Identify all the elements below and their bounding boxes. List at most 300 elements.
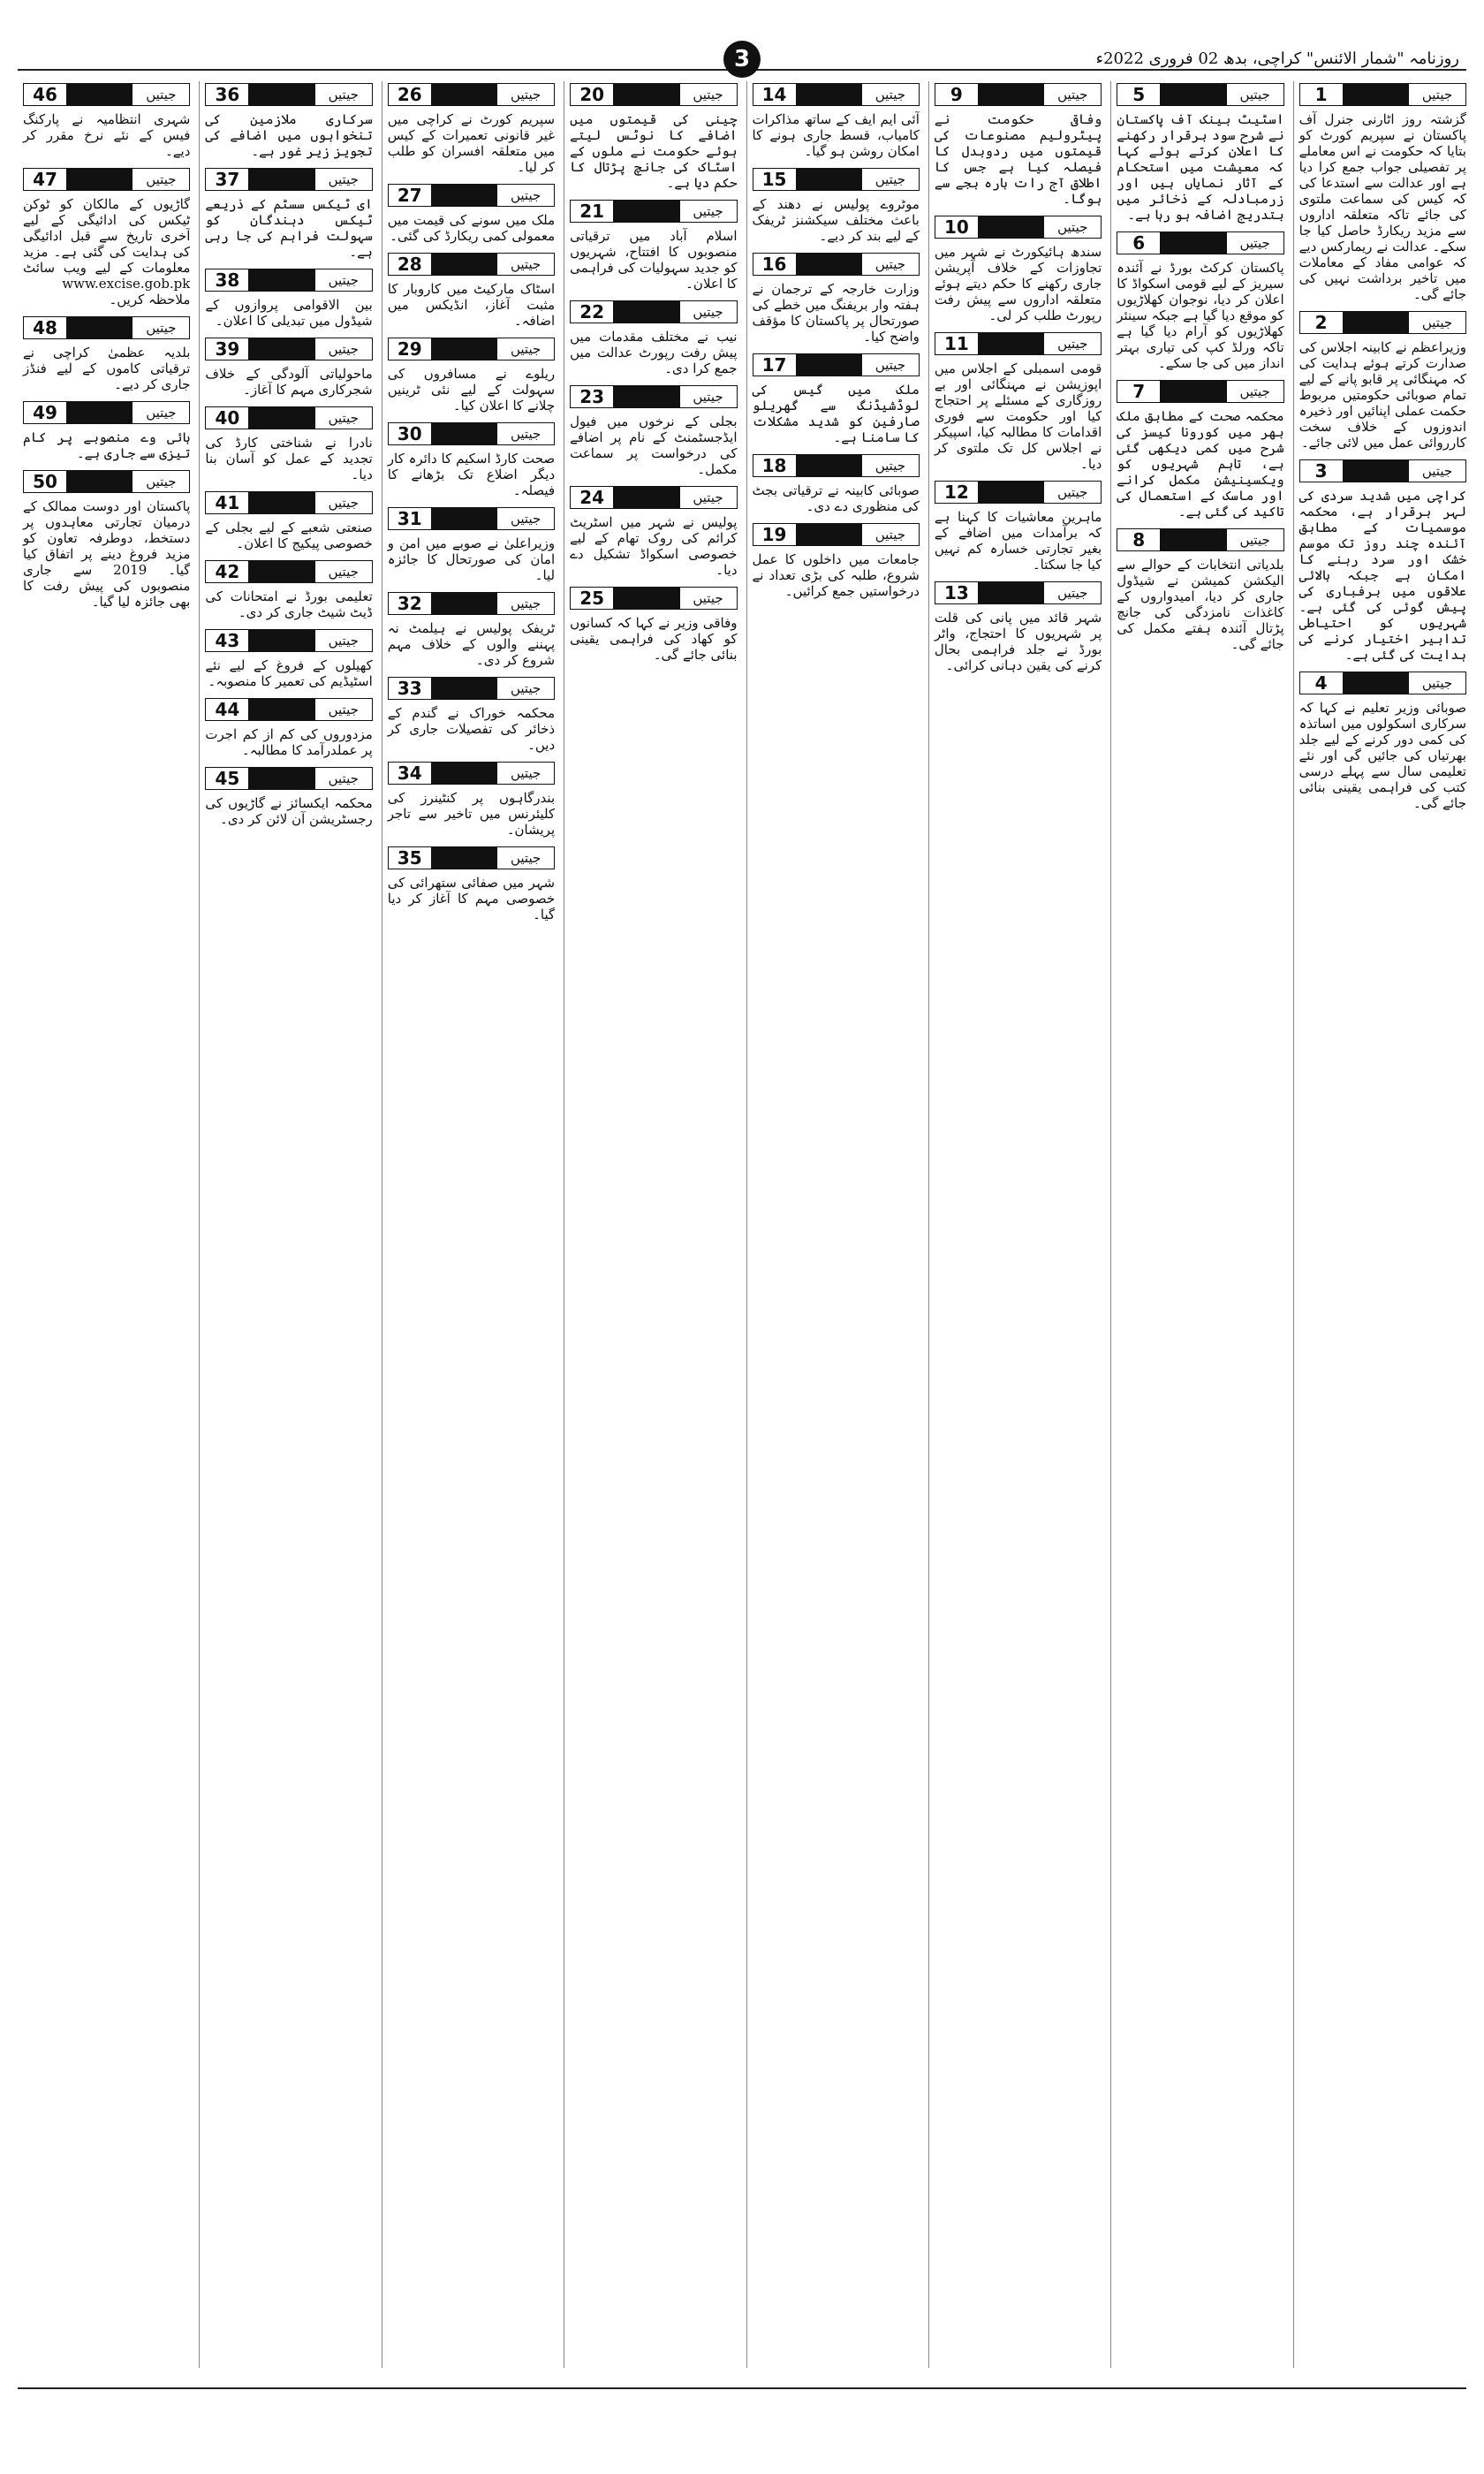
item-number: 8 [1117, 529, 1161, 550]
item-number: 40 [206, 407, 249, 429]
item-banner [205, 698, 372, 721]
banner-bar [249, 768, 314, 789]
banner-bar [432, 678, 497, 699]
news-item [388, 421, 555, 498]
footer-rule [18, 2387, 1466, 2389]
item-banner [388, 338, 555, 360]
item-text: نیب نے مختلف مقدمات میں پیش رفت رپورٹ عدالت میں جمع کرا دی۔ [570, 329, 738, 376]
news-item [388, 505, 555, 583]
item-number: 29 [389, 338, 432, 360]
news-item [388, 336, 555, 414]
item-text: کھیلوں کے فروغ کے لیے نئے اسٹیڈیم کی تعمیر کا منصوبہ۔ [205, 657, 373, 689]
column-8 [18, 81, 190, 2368]
banner-bar [1161, 84, 1226, 105]
item-banner [23, 83, 190, 106]
news-item [205, 336, 372, 398]
item-number: 48 [24, 317, 67, 338]
item-number: 45 [206, 768, 249, 789]
banner-tag: جیتیں [328, 564, 359, 580]
item-banner [570, 587, 737, 610]
news-item [1117, 527, 1283, 652]
news-item [205, 405, 372, 482]
item-number: 39 [206, 338, 249, 360]
banner-tag: جیتیں [328, 171, 359, 187]
item-banner [205, 560, 372, 583]
item-number: 43 [206, 630, 249, 651]
item-banner [570, 486, 737, 509]
news-item [388, 182, 555, 244]
banner-tag: جیتیں [693, 590, 723, 606]
banner-bar [614, 487, 679, 508]
item-banner [205, 491, 372, 514]
banner-tag: جیتیں [146, 405, 177, 421]
item-text: محکمہ خوراک نے گندم کے ذخائر کی تفصیلات جاری کر دیں۔ [387, 705, 556, 753]
banner-bar [797, 169, 862, 190]
column-4 [746, 81, 920, 2368]
item-text: اسٹاک مارکیٹ میں کاروبار کا مثبت آغاز، انڈیکس میں اضافہ۔ [387, 281, 556, 329]
banner-bar [67, 169, 132, 190]
banner-tag: جیتیں [510, 596, 541, 611]
banner-bar [249, 492, 314, 513]
item-text: تعلیمی بورڈ نے امتحانات کی ڈیٹ شیٹ جاری کر دی۔ [205, 588, 373, 620]
item-number: 50 [24, 471, 67, 492]
banner-tag: جیتیں [510, 850, 541, 866]
news-item [388, 675, 555, 753]
column-6 [382, 81, 555, 2368]
news-item [388, 251, 555, 329]
item-banner [1117, 380, 1283, 403]
item-number: 25 [571, 588, 614, 609]
banner-bar [249, 169, 314, 190]
news-item [570, 585, 737, 663]
news-item [935, 580, 1102, 673]
item-text: وزیراعظم نے کابینہ اجلاس کی صدارت کرتے ہوئے ہدایت کی کہ مہنگائی پر قابو پانے کے لیے تمام صوبائی حکومتیں مربوط حکمت عملی اپنائیں اور ذخیرہ اندوزوں کے خلاف سخت کارروائی عمل میں لائی جائے۔ [1298, 339, 1466, 451]
news-item [570, 383, 737, 477]
banner-tag: جیتیں [1057, 484, 1088, 500]
banner-bar [432, 847, 497, 869]
column-5 [564, 81, 737, 2368]
banner-tag: جیتیں [874, 357, 906, 373]
banner-bar [249, 699, 314, 720]
banner-tag: جیتیں [510, 256, 541, 272]
item-text: آئی ایم ایف کے ساتھ مذاکرات کامیاب، قسط جاری ہونے کا امکان روشن ہو گیا۔ [752, 111, 920, 159]
item-text: پاکستان کرکٹ بورڈ نے آئندہ سیریز کے لیے قومی اسکواڈ کا اعلان کر دیا، نوجوان کھلاڑیوں کو موقع دیا گیا ہے جبکہ سینئر کھلاڑیوں کو آرام دیا گیا ہے تاکہ ورلڈ کپ کی تیاری بہتر انداز میں کی جا سکے۔ [1117, 260, 1284, 371]
news-item [388, 81, 555, 175]
item-text: گاڑیوں کے مالکان کو ٹوکن ٹیکس کی ادائیگی کے لیے آخری تاریخ سے قبل ادائیگی کی ہدایت کی گئی ہے۔ مزید معلومات کے لیے ویب سائٹ www.excise.gob.pk ملاحظہ کریں۔ [23, 196, 191, 307]
news-item [205, 489, 372, 551]
item-number: 31 [389, 508, 432, 529]
item-number: 21 [571, 201, 614, 222]
item-text: سندھ ہائیکورٹ نے شہر میں تجاوزات کے خلاف آپریشن جاری رکھنے کا حکم دیتے ہوئے متعلقہ اداروں سے پیش رفت رپورٹ طلب کر لی۔ [934, 244, 1102, 323]
banner-tag: جیتیں [328, 341, 359, 357]
banner-tag: جیتیں [874, 256, 906, 272]
item-text: جامعات میں داخلوں کا عمل شروع، طلبہ کی بڑی تعداد نے درخواستیں جمع کرائیں۔ [752, 551, 920, 599]
banner-tag: جیتیں [1057, 219, 1088, 235]
item-number: 20 [571, 84, 614, 105]
news-item [753, 352, 920, 445]
banner-tag: جیتیں [510, 511, 541, 527]
banner-tag: جیتیں [510, 765, 541, 781]
banner-tag: جیتیں [328, 770, 359, 786]
item-number: 2 [1300, 312, 1344, 333]
banner-tag: جیتیں [1239, 383, 1270, 399]
banner-tag: جیتیں [146, 87, 177, 102]
item-number: 28 [389, 254, 432, 275]
item-banner [23, 470, 190, 493]
item-banner [388, 253, 555, 276]
banner-bar [249, 338, 314, 360]
banner-bar [67, 471, 132, 492]
item-text: ہائی وے منصوبے پر کام تیزی سے جاری ہے۔ [23, 429, 191, 461]
banner-bar [614, 84, 679, 105]
item-number: 32 [389, 593, 432, 614]
item-banner [753, 353, 920, 376]
news-item [935, 330, 1102, 472]
item-number: 42 [206, 561, 249, 582]
banner-bar [797, 354, 862, 376]
banner-tag: جیتیں [510, 680, 541, 696]
item-text: ریلوے نے مسافروں کی سہولت کے لیے نئی ٹرینیں چلانے کا اعلان کیا۔ [387, 366, 556, 414]
item-text: صنعتی شعبے کے لیے بجلی کے خصوصی پیکیج کا اعلان۔ [205, 520, 373, 551]
news-item [23, 468, 190, 610]
banner-bar [67, 402, 132, 423]
banner-bar [249, 630, 314, 651]
banner-bar [1344, 460, 1409, 482]
news-item [1299, 670, 1466, 811]
item-number: 36 [206, 84, 249, 105]
news-item [205, 765, 372, 827]
item-text: شہر میں صفائی ستھرائی کی خصوصی مہم کا آغاز کر دیا گیا۔ [387, 875, 556, 922]
item-number: 13 [935, 582, 979, 603]
banner-tag: جیتیں [510, 341, 541, 357]
item-number: 30 [389, 423, 432, 444]
item-banner [1299, 311, 1466, 334]
item-banner [570, 83, 737, 106]
banner-bar [1161, 232, 1226, 254]
item-text: وزارت خارجہ کے ترجمان نے ہفتہ وار بریفنگ میں خطے کی صورتحال پر پاکستان کا مؤقف واضح کیا۔ [752, 281, 920, 345]
item-number: 10 [935, 216, 979, 238]
banner-tag: جیتیں [146, 474, 177, 489]
news-item [1299, 81, 1466, 302]
item-text: شہر قائد میں پانی کی قلت پر شہریوں کا احتجاج، واٹر بورڈ نے جلد فراہمی بحال کرنے کی یقین دہانی کرائی۔ [934, 610, 1102, 673]
item-banner [205, 406, 372, 429]
item-banner [23, 401, 190, 424]
news-item [23, 315, 190, 392]
item-banner [935, 581, 1102, 604]
item-text: شہری انتظامیہ نے پارکنگ فیس کے نئے نرخ مقرر کر دیے۔ [23, 111, 191, 159]
banner-bar [614, 201, 679, 222]
news-item [23, 399, 190, 461]
item-banner [205, 767, 372, 790]
item-banner [1117, 83, 1283, 106]
news-columns [18, 81, 1466, 2368]
item-number: 16 [753, 254, 797, 275]
item-banner [753, 168, 920, 191]
banner-tag: جیتیں [874, 458, 906, 474]
news-item [205, 627, 372, 689]
item-text: گزشتہ روز اٹارنی جنرل آف پاکستان نے سپریم کورٹ کو بتایا کہ حکومت نے اس معاملے پر تفصیلی جواب جمع کرا دیا ہے اور عدالت سے استدعا کی کہ کیس کی سماعت ملتوی کی جائے تاکہ متعلقہ اداروں سے مزید ریکارڈ حاصل کیا جا سکے۔ عدالت نے ریمارکس دیے کہ عوامی مفاد کے معاملات میں تاخیر برداشت نہیں کی جائے گی۔ [1298, 111, 1466, 302]
banner-bar [432, 254, 497, 275]
news-item [23, 81, 190, 159]
banner-tag: جیتیں [874, 527, 906, 543]
item-number: 14 [753, 84, 797, 105]
banner-bar [432, 508, 497, 529]
item-banner [205, 168, 372, 191]
banner-bar [1344, 84, 1409, 105]
news-item [753, 452, 920, 514]
item-banner [388, 184, 555, 207]
banner-bar [979, 333, 1044, 354]
item-banner [570, 385, 737, 408]
banner-bar [614, 386, 679, 407]
item-number: 17 [753, 354, 797, 376]
news-item [753, 251, 920, 345]
item-text: قومی اسمبلی کے اجلاس میں اپوزیشن نے مہنگائی اور بے روزگاری کے مسئلے پر احتجاج کیا اور حکومت سے فوری اقدامات کا مطالبہ کیا، اسپیکر نے اجلاس کل تک ملتوی کر دیا۔ [934, 360, 1102, 472]
item-text: سپریم کورٹ نے کراچی میں غیر قانونی تعمیرات کے کیس میں متعلقہ افسران کو طلب کر لیا۔ [387, 111, 556, 175]
item-banner [388, 762, 555, 785]
item-number: 35 [389, 847, 432, 869]
item-number: 11 [935, 333, 979, 354]
item-number: 33 [389, 678, 432, 699]
banner-bar [979, 582, 1044, 603]
item-text: صوبائی کابینہ نے ترقیاتی بجٹ کی منظوری دے دی۔ [752, 482, 920, 514]
news-item [388, 760, 555, 838]
news-item [570, 299, 737, 376]
item-banner [1117, 231, 1283, 254]
banner-tag: جیتیں [1239, 532, 1270, 548]
item-text: وفاقی حکومت نے پیٹرولیم مصنوعات کی قیمتوں میں ردوبدل کا فیصلہ کیا ہے جس کا اطلاق آج رات بارہ بجے سے ہوگا۔ [934, 111, 1102, 207]
banner-bar [432, 423, 497, 444]
column-3 [928, 81, 1102, 2368]
item-text: نادرا نے شناختی کارڈ کی تجدید کے عمل کو آسان بنا دیا۔ [205, 435, 373, 482]
banner-bar [797, 84, 862, 105]
item-number: 44 [206, 699, 249, 720]
item-banner [205, 83, 372, 106]
news-item [205, 81, 372, 159]
item-banner [935, 83, 1102, 106]
item-text: بجلی کے نرخوں میں فیول ایڈجسٹمنٹ کے نام پر اضافے کی درخواست پر سماعت مکمل۔ [570, 414, 738, 477]
banner-bar [432, 593, 497, 614]
item-number: 9 [935, 84, 979, 105]
news-item [1117, 378, 1283, 520]
banner-tag: جیتیں [874, 87, 906, 102]
banner-tag: جیتیں [693, 304, 723, 320]
banner-bar [432, 185, 497, 206]
item-text: بین الاقوامی پروازوں کے شیڈول میں تبدیلی کا اعلان۔ [205, 297, 373, 329]
item-text: کراچی میں شدید سردی کی لہر برقرار ہے، محکمہ موسمیات کے مطابق آئندہ چند روز تک موسم خشک اور سرد رہنے کا امکان ہے جبکہ بالائی علاقوں میں برفباری کی پیش گوئی کی گئی ہے۔ شہریوں کو احتیاطی تدابیر اختیار کرنے کی ہدایت کی گئی ہے۔ [1298, 488, 1466, 663]
item-text: ملک میں گیس کی لوڈشیڈنگ سے گھریلو صارفین کو شدید مشکلات کا سامنا ہے۔ [752, 382, 920, 445]
item-text: بلدیہ عظمیٰ کراچی نے ترقیاتی کاموں کے لیے فنڈز جاری کر دیے۔ [23, 345, 191, 392]
item-text: بندرگاہوں پر کنٹینرز کی کلیئرنس میں تاخیر سے تاجر پریشان۔ [387, 790, 556, 838]
item-text: پولیس نے شہر میں اسٹریٹ کرائم کی روک تھام کے لیے خصوصی اسکواڈ تشکیل دے دیا۔ [570, 514, 738, 578]
item-text: موٹروے پولیس نے دھند کے باعث مختلف سیکشنز ٹریفک کے لیے بند کر دیے۔ [752, 196, 920, 244]
news-item [1117, 230, 1283, 371]
item-number: 34 [389, 763, 432, 784]
item-text: صحت کارڈ اسکیم کا دائرہ کار دیگر اضلاع تک بڑھانے کا فیصلہ۔ [387, 451, 556, 498]
banner-tag: جیتیں [1421, 675, 1453, 691]
item-banner [205, 338, 372, 360]
item-number: 23 [571, 386, 614, 407]
banner-bar [249, 84, 314, 105]
item-text: وفاقی وزیر نے کہا کہ کسانوں کو کھاد کی فراہمی یقینی بنائی جائے گی۔ [570, 615, 738, 663]
news-item [205, 558, 372, 620]
item-number: 49 [24, 402, 67, 423]
item-banner [205, 629, 372, 652]
item-number: 26 [389, 84, 432, 105]
item-number: 46 [24, 84, 67, 105]
item-banner [570, 300, 737, 323]
item-text: وزیراعلیٰ نے صوبے میں امن و امان کی صورتحال کا جائزہ لیا۔ [387, 535, 556, 583]
banner-bar [797, 524, 862, 545]
banner-bar [1161, 381, 1226, 402]
item-text: سرکاری ملازمین کی تنخواہوں میں اضافے کی تجویز زیر غور ہے۔ [205, 111, 373, 159]
item-text: بلدیاتی انتخابات کے حوالے سے الیکشن کمیشن نے شیڈول جاری کر دیا، امیدواروں کے کاغذات نامزدگی کی جانچ پڑتال آئندہ ہفتے مکمل کی جائے گی۔ [1117, 557, 1284, 652]
banner-bar [1161, 529, 1226, 550]
news-item [1299, 458, 1466, 663]
banner-bar [979, 216, 1044, 238]
page-number-badge: 3 [723, 41, 761, 78]
banner-bar [1344, 672, 1409, 694]
news-item [570, 484, 737, 578]
item-text: ماحولیاتی آلودگی کے خلاف شجرکاری مہم کا آغاز۔ [205, 366, 373, 398]
banner-bar [249, 269, 314, 291]
item-number: 12 [935, 482, 979, 503]
column-7 [199, 81, 372, 2368]
item-banner [753, 253, 920, 276]
banner-bar [67, 317, 132, 338]
item-banner [388, 677, 555, 700]
banner-tag: جیتیں [328, 702, 359, 717]
banner-tag: جیتیں [874, 171, 906, 187]
banner-tag: جیتیں [1421, 315, 1453, 330]
item-number: 5 [1117, 84, 1161, 105]
item-number: 22 [571, 301, 614, 323]
item-text: اسٹیٹ بینک آف پاکستان نے شرح سود برقرار رکھنے کا اعلان کرتے ہوئے کہا کہ معیشت میں استحکام کے آثار نمایاں ہیں اور زرمبادلہ کے ذخائر میں بتدریج اضافہ ہو رہا ہے۔ [1117, 111, 1284, 223]
item-text: ای ٹیکس سسٹم کے ذریعے ٹیکس دہندگان کو سہولت فراہم کی جا رہی ہے۔ [205, 196, 373, 260]
banner-tag: جیتیں [328, 410, 359, 426]
banner-tag: جیتیں [1057, 585, 1088, 601]
item-text: محکمہ صحت کے مطابق ملک بھر میں کورونا کیسز کی شرح میں کمی دیکھی گئی ہے، تاہم شہریوں کو ویکسینیشن مکمل کرانے اور ماسک کے استعمال کی تاکید کی گئی ہے۔ [1117, 408, 1284, 520]
item-banner [388, 507, 555, 530]
banner-bar [1344, 312, 1409, 333]
column-1 [1293, 81, 1466, 2368]
news-item [753, 166, 920, 244]
item-number: 27 [389, 185, 432, 206]
item-banner [1299, 459, 1466, 482]
news-item [388, 590, 555, 668]
item-banner [1117, 528, 1283, 551]
item-number: 1 [1300, 84, 1344, 105]
item-text: پاکستان اور دوست ممالک کے درمیان تجارتی معاہدوں پر دستخط، دوطرفہ تعاون کو مزید فروغ دینے پر اتفاق کیا گیا۔ 2019 سے جاری منصوبوں کی پیش رفت کا بھی جائزہ لیا گیا۔ [23, 498, 191, 610]
banner-tag: جیتیں [328, 87, 359, 102]
item-number: 15 [753, 169, 797, 190]
item-text: مزدوروں کی کم از کم اجرت پر عملدرآمد کا مطالبہ۔ [205, 726, 373, 758]
news-item [935, 81, 1102, 207]
item-banner [1299, 672, 1466, 694]
item-number: 47 [24, 169, 67, 190]
banner-tag: جیتیں [693, 203, 723, 219]
banner-bar [797, 455, 862, 476]
item-banner [753, 83, 920, 106]
news-item [205, 696, 372, 758]
banner-tag: جیتیں [146, 171, 177, 187]
dateline: روزنامہ "شمار الائنس" کراچی، بدھ 02 فروری 2022ء [1095, 49, 1459, 68]
news-item [753, 521, 920, 599]
banner-tag: جیتیں [1421, 463, 1453, 479]
item-number: 6 [1117, 232, 1161, 254]
item-banner [753, 454, 920, 477]
item-banner [388, 422, 555, 445]
banner-tag: جیتیں [1239, 235, 1270, 251]
banner-tag: جیتیں [328, 495, 359, 511]
banner-tag: جیتیں [693, 489, 723, 505]
item-text: ٹریفک پولیس نے ہیلمٹ نہ پہننے والوں کے خلاف مہم شروع کر دی۔ [387, 620, 556, 668]
banner-tag: جیتیں [510, 426, 541, 442]
item-banner [935, 332, 1102, 355]
banner-tag: جیتیں [693, 389, 723, 405]
banner-bar [249, 561, 314, 582]
news-item [570, 81, 737, 191]
banner-bar [67, 84, 132, 105]
item-banner [1299, 83, 1466, 106]
item-number: 38 [206, 269, 249, 291]
item-banner [570, 200, 737, 223]
item-number: 3 [1300, 460, 1344, 482]
item-number: 19 [753, 524, 797, 545]
item-banner [23, 168, 190, 191]
banner-tag: جیتیں [510, 187, 541, 203]
banner-bar [979, 482, 1044, 503]
banner-tag: جیتیں [146, 320, 177, 336]
item-banner [388, 592, 555, 615]
banner-tag: جیتیں [1421, 87, 1453, 102]
banner-tag: جیتیں [1239, 87, 1270, 102]
banner-bar [432, 84, 497, 105]
banner-bar [432, 338, 497, 360]
item-number: 7 [1117, 381, 1161, 402]
news-item [23, 166, 190, 307]
item-text: ملک میں سونے کی قیمت میں معمولی کمی ریکارڈ کی گئی۔ [387, 212, 556, 244]
banner-bar [979, 84, 1044, 105]
item-banner [388, 846, 555, 869]
banner-tag: جیتیں [328, 272, 359, 288]
news-item [1117, 81, 1283, 223]
item-text: صوبائی وزیر تعلیم نے کہا کہ سرکاری اسکولوں میں اساتذہ کی کمی دور کرنے کے لیے جلد بھرتیاں کی جائیں گی اور نئے تعلیمی سال سے پہلے درسی کتب کی فراہمی یقینی بنائی جائے گی۔ [1298, 700, 1466, 811]
news-item [205, 166, 372, 260]
item-text: محکمہ ایکسائز نے گاڑیوں کی رجسٹریشن آن لائن کر دی۔ [205, 795, 373, 827]
item-banner [205, 269, 372, 292]
item-banner [935, 216, 1102, 239]
item-text: چینی کی قیمتوں میں اضافے کا نوٹس لیتے ہوئے حکومت نے ملوں کے اسٹاک کی جانچ پڑتال کا حکم دیا ہے۔ [570, 111, 738, 191]
item-banner [388, 83, 555, 106]
column-2 [1110, 81, 1283, 2368]
banner-bar [797, 254, 862, 275]
banner-tag: جیتیں [510, 87, 541, 102]
banner-bar [614, 588, 679, 609]
item-text: ماہرین معاشیات کا کہنا ہے کہ برآمدات میں اضافے کے بغیر تجارتی خسارہ کم نہیں کیا جا سکتا۔ [934, 509, 1102, 573]
news-item [205, 267, 372, 329]
banner-bar [432, 763, 497, 784]
banner-tag: جیتیں [1057, 336, 1088, 352]
news-item [388, 845, 555, 922]
item-text: اسلام آباد میں ترقیاتی منصوبوں کا افتتاح، شہریوں کو جدید سہولیات کی فراہمی کا اعلان۔ [570, 228, 738, 292]
news-item [935, 214, 1102, 323]
banner-bar [249, 407, 314, 429]
banner-bar [614, 301, 679, 323]
item-number: 4 [1300, 672, 1344, 694]
item-number: 37 [206, 169, 249, 190]
item-number: 24 [571, 487, 614, 508]
